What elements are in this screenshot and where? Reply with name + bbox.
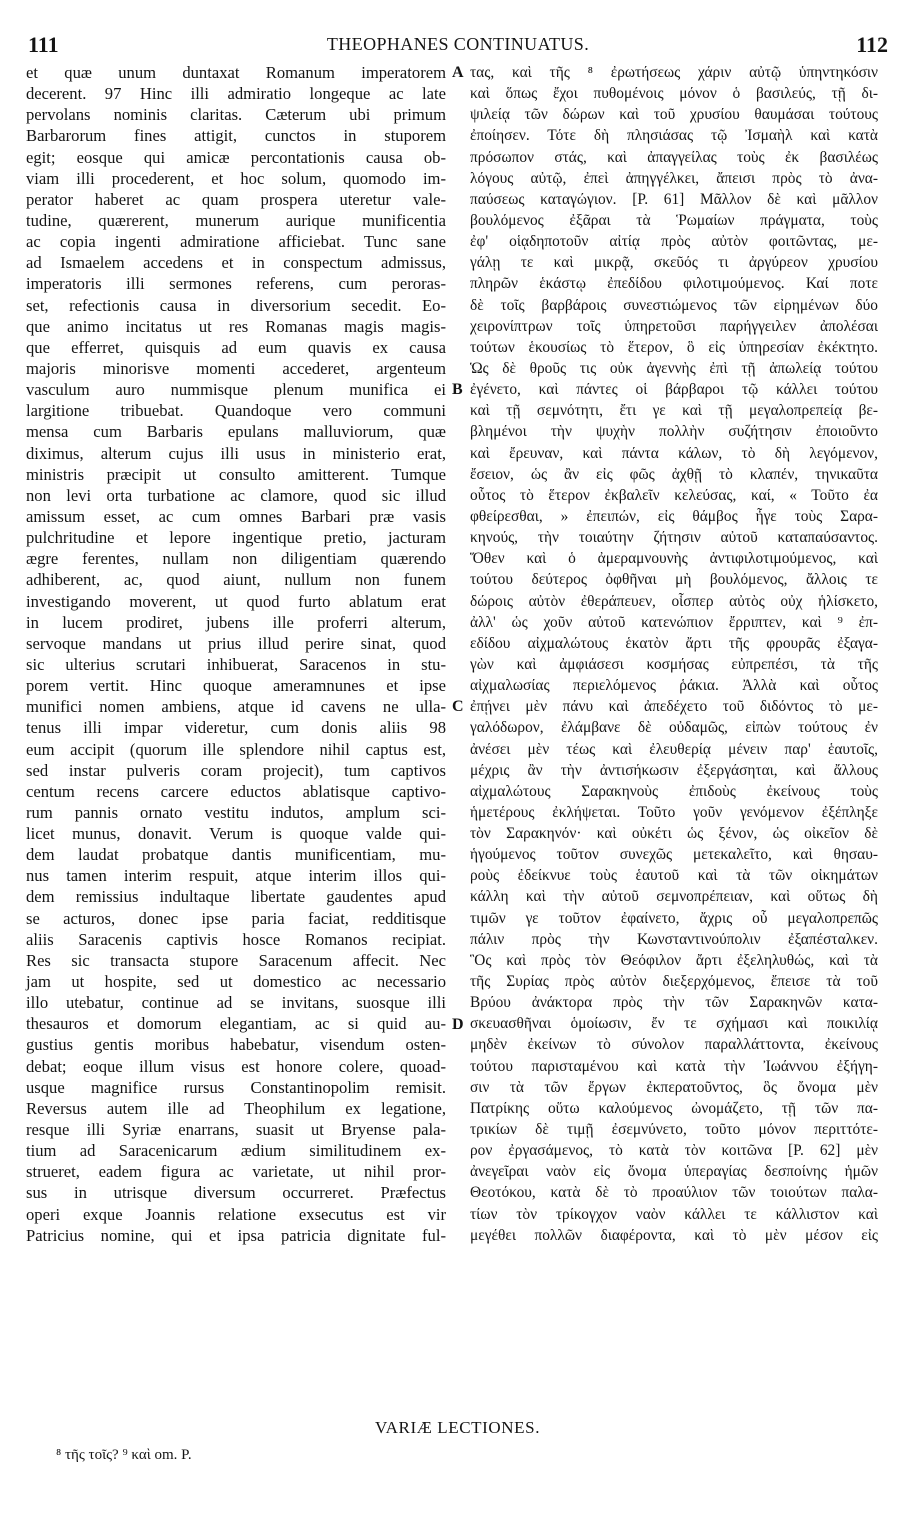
greek-text-line: πρόσωπον στάς, καὶ ἀπαγγείλας τοὺς ἐκ βασιλέως	[470, 148, 878, 166]
greek-text-line: πληρῶν ἑκάστῳ ἐπεδίδου φιλοτιμούμενος. Καί ποτε	[470, 275, 878, 293]
greek-text-line: πάλιν πρὸς τὴν Κωνσταντινούπολιν ἐξαπέσταλκεν.	[470, 930, 878, 948]
greek-text-line: καὶ ἔρευναν, καὶ πάντα κάλων, τὸ δὴ λεγόμενον,	[470, 444, 878, 462]
greek-text-line: μεγέθει πολλῶν διαφέροντα, καὶ τὸ μὲν μέσον εἰς	[470, 1226, 878, 1244]
latin-text-line: set, refectionis causa in diversorium secedit. Eo-	[26, 295, 446, 315]
greek-text-line: τρικίων δὲ τιμῇ ἐσεμνύνετο, τοῦτο μόνον περιττότε-	[470, 1121, 878, 1139]
greek-text-line: τὸν Σαρακηνόν· καὶ οὐκέτι ὡς ξένον, ὡς οἰκεῖον δὲ	[470, 825, 878, 843]
latin-text-line: tium ad Saracenicarum ædium similitudinem ex-	[26, 1141, 446, 1161]
greek-text-line: λόγους αὐτῷ, ἐπεὶ ἀπηγγέλκει, ἄπεισι πρὸς τὸ ἀνα-	[470, 169, 878, 187]
latin-text-line: mensa cum Barbaris epulans malluviorum, quæ	[26, 422, 446, 442]
latin-text-line: pulchritudine et lepore ingentique pretio, jacturam	[26, 528, 446, 548]
greek-text-line: παύσεως καταγώγιον. [P. 61] Μᾶλλον δὲ καὶ μᾶλλον	[470, 190, 878, 208]
latin-text-line: que efferret, quisquis ad eum quavis ex causa	[26, 337, 446, 357]
greek-text-line: σκευασθῆναι ὁμοίωσιν, ἔν τε σχήμασι καὶ ποικιλίᾳ	[470, 1015, 878, 1033]
latin-text-line: sed instar pulveris coram projecit), tum captivos	[26, 760, 446, 780]
latin-text-line: ministris præcipit ut consulto amitterent. Tumque	[26, 464, 446, 484]
page-number-left: 111	[28, 32, 59, 57]
variae-lectiones-heading: VARIÆ LECTIONES.	[374, 1418, 541, 1437]
greek-text-line: ἀνέσει μὲν τέως καὶ ἐλευθερίᾳ μένειν παρ' ἑαυτοῖς,	[470, 740, 878, 758]
greek-text-line: Βρύου ἀνάκτορα πρὸς τὴν τῶν Σαρακηνῶν κατα-	[470, 994, 878, 1012]
greek-text-line: φθείρεσθαι, » ἐπειπών, εἰς θάμβος ἦγε τοὺς Σαρα-	[470, 507, 878, 525]
greek-text-line: γάλῃ τε καὶ μικρᾷ, σκεῦός τι ἀργύρεον χρυσίου	[470, 254, 878, 272]
latin-text-line: nus tamen interim respuit, atque interim illos qui-	[26, 866, 446, 886]
latin-text-line: ad Ismaelem accedens et in conspectum admissus,	[26, 253, 446, 273]
greek-text-line: οὗτος τὸ ἕτερον ἐκβαλεῖν κελεύσας, καί, « Τοῦτο ἐα	[470, 486, 878, 504]
latin-text-line: rum pannis ornato vestitu indutos, amplum sci-	[26, 802, 446, 822]
latin-text-line: Res sic transacta stupore Saracenum affecit. Nec	[26, 950, 446, 970]
running-title: THEOPHANES CONTINUATUS.	[326, 34, 590, 54]
greek-text-line: τούτου δεύτερος ὀφθῆναι μὴ βουλόμενος, ἄλλοις τε	[470, 571, 878, 589]
greek-text-line: καὶ ὅπως ἔχοι πυθομένοις μόνον ὁ βασιλεύς, τῇ δι-	[470, 85, 878, 103]
greek-text-line: ἡγούμενος τοῦτον συνεχῶς μετεκαλεῖτο, καὶ θησαυ-	[470, 846, 878, 864]
latin-text-line: Barbarorum fines attigit, cunctos in stuporem	[26, 126, 446, 146]
greek-text-line: βουλόμενος ἐξᾶραι τὰ Ῥωμαίων πράγματα, τοὺς	[470, 211, 878, 229]
latin-text-line: in lucem prodiret, jubens ille proferri alterum,	[26, 612, 446, 632]
greek-text-line: τούτου παρισταμένου καὶ κατὰ τὴν Ἰωάννου ἐξήγη-	[470, 1057, 878, 1075]
latin-text-line: dem remissius indultaque libertate gaudentes apud	[26, 887, 446, 907]
page-header	[28, 32, 888, 58]
latin-text-line: se acturos, donec ipse paria faciat, redditisque	[26, 908, 446, 928]
latin-text-line: centum recens carcere eductos ablatisque captivo-	[26, 781, 446, 801]
greek-text-line: βλημένοι τὴν ψυχὴν πολλὴν συζήτησιν ἐποιοῦντο	[470, 423, 878, 441]
greek-text-line: εδίδου αἰχμαλώτους ἑκατὸν ἄρτι τῆς φρουρᾶς ἐξαγα-	[470, 634, 878, 652]
latin-text-line: munifici nomen ambiens, atque id cavens ne ulla-	[26, 697, 446, 717]
greek-text-line: ἀνεγεῖραι ναὸν εἰς ὄνομα ὑπεραγίας δεσποίνης ἡμῶν	[470, 1163, 878, 1181]
greek-text-line: ἀλλ' ὡς χοῦν αὐτοῦ κατενώπιον ἔρριπτεν, καὶ ⁹ ἐπ-	[470, 613, 878, 631]
greek-text-line: ροὺς ἐδείκνυε τοὺς ἑαυτοῦ καὶ τὰ τῶν οἰκημάτων	[470, 867, 878, 885]
page-number-right: 112	[856, 32, 888, 57]
greek-text-line: Πατρίκης οὕτω καλούμενος ὠνομάζετο, τῇ τῶν πα-	[470, 1099, 878, 1117]
latin-text-line: Reversus autem ille ad Theophilum ex legatione,	[26, 1098, 446, 1118]
greek-text-line: τιμῶν γε τοῦτον ἐφαίνετο, ἄχρις οὗ μεγαλοπρεπῶς	[470, 909, 878, 927]
greek-text-line: μηδὲν ἐκείνων τὸ σύνολον παραλλάττοντα, ἐκείνους	[470, 1036, 878, 1054]
section-marker-c: C	[452, 698, 464, 715]
greek-text-line: Ὡς δὲ θροῦς τις οὐκ ἀγεννὴς ἐπὶ τῇ ἀπωλείᾳ τούτου	[470, 359, 878, 377]
latin-text-line: que animo incitatus ut res Romanas magis magis-	[26, 316, 446, 336]
latin-text-line: non levi orta turbatione ac clamore, quod sic illud	[26, 485, 446, 505]
latin-text-line: porem vertit. Hinc quoque ameramnunes et ipse	[26, 676, 446, 696]
latin-text-line: dem laudat probatque dantis munificentiam, mu-	[26, 845, 446, 865]
latin-text-line: gustius gentis moribus habebatur, visendum osten-	[26, 1035, 446, 1055]
greek-text-line: Ὅθεν καὶ ὁ ἀμεραμνουνὴς ἀντιφιλοτιμούμενος, καὶ	[470, 550, 878, 568]
greek-text-line: δὲ τοῖς βαρβάροις συνεστιώμενος τῶν εἰρημένων δύο	[470, 296, 878, 314]
latin-text-line: usque magnifice rursus Constantinopolim remisit.	[26, 1077, 446, 1097]
latin-text-line: illo utebatur, continue ad se invitans, suosque illi	[26, 993, 446, 1013]
latin-text-line: sus in utrisque diversum occurreret. Præfectus	[26, 1183, 446, 1203]
latin-text-line: viam illi procederent, et hoc solum, quomodo im-	[26, 168, 446, 188]
greek-text-line: γαλόδωρον, ἐλάμβανε δὲ οὐδαμῶς, εἰπὼν τούτους ἐν	[470, 719, 878, 737]
greek-text-line: χειρονίπτρων τοῖς ὑπηρετοῦσι παρήγγειλεν ἀπολέσαι	[470, 317, 878, 335]
greek-text-line: αἰχμαλωσίας περιελόμενος ῥάκια. Ἀλλὰ καὶ οὗτος	[470, 677, 878, 695]
latin-text-line: tudine, quærerent, munerum aurique munificentia	[26, 210, 446, 230]
section-marker-b: B	[452, 381, 463, 398]
greek-text-line: ἐφ' οἱᾳδηποτοῦν αἰτίᾳ πρὸς αὐτὸν φοιτῶντας, με-	[470, 233, 878, 251]
latin-text-line: jam ut hospite, sed ut domestico ac necessario	[26, 972, 446, 992]
section-marker-a: A	[452, 64, 464, 81]
greek-text-line: αἰχμαλώτους Σαρακηνοὺς ἐπιδοὺς ἐκείνους τοὺς	[470, 782, 878, 800]
latin-text-line: majoris minorisve momenti accederet, argenteum	[26, 358, 446, 378]
greek-column	[470, 62, 878, 1246]
latin-text-line: aliis Saracenis captivis hosce Romanos recipiat.	[26, 929, 446, 949]
latin-text-line: diximus, alterum cujus illi usus in ministerio erat,	[26, 443, 446, 463]
greek-text-line: κάλλη καὶ τὴν αὐτοῦ σεμνοπρέπειαν, καὶ οὕτως δὴ	[470, 888, 878, 906]
latin-text-line: vasculum auro nummisque plenum munifica ei	[26, 380, 446, 400]
latin-text-line: et quæ unum duntaxat Romanum imperatorem	[26, 63, 446, 82]
latin-text-line: decerent. 97 Hinc illi admiratio longeque ac late	[26, 84, 446, 104]
latin-text-line: tenus illi impar videretur, cum donis aliis 98	[26, 718, 446, 738]
greek-text-line: ἐποίησεν. Τότε δὴ πλησιάσας τῷ Ἰσμαὴλ καὶ κατὰ	[470, 127, 878, 145]
greek-text-line: τίων τὸν τρίκογχον ναὸν κάλλει τε κάλλιστον καὶ	[470, 1205, 878, 1223]
latin-text-line: sic ulterius scrutari inhibuerat, Saracenos in stu-	[26, 654, 446, 674]
latin-text-line: operi exque Joannis relatione exsecutus est vir	[26, 1204, 446, 1224]
section-marker-d: D	[452, 1016, 464, 1033]
greek-text-line: γὼν καὶ ἀμφιάσεσι κοσμήσας εὐπρεπέσι, τὰ τῆς	[470, 655, 878, 673]
latin-text-line: strueret, eadem figura ac varietate, ut nihil pror-	[26, 1162, 446, 1182]
greek-text-line: ἐπῄνει μὲν πάνυ καὶ ἀπεδέχετο τοῦ διδόντος τὸ με-	[470, 698, 878, 716]
greek-text-line: τούτων ἑκουσίως τὸ ἕτερον, ὃ εἰς ὑπηρεσίαν ἐκέκτητο.	[470, 338, 878, 356]
greek-text-line: καὶ τῇ σεμνότητι, ἔτι γε καὶ τῇ μεγαλοπρεπείᾳ βε-	[470, 402, 878, 420]
latin-text-line: egit; eosque qui amicæ percontationis causa ob-	[26, 147, 446, 167]
latin-text-line: amissum esset, ac cum omnes Barbari præ vasis	[26, 506, 446, 526]
latin-text-line: eum accipit (quorum ille splendore nihil captus est,	[26, 739, 446, 759]
greek-text-line: σιν τὰ τῶν ἔργων ἐκπερατοῦντος, ὃς ὄνομα μὲν	[470, 1078, 878, 1096]
latin-text-line: adhiberent, ac, quod aiunt, nullum non funem	[26, 570, 446, 590]
latin-text-line: licet munus, donavit. Verum is quoque valde qui-	[26, 824, 446, 844]
latin-text-line: investigando moverent, ut quod furto ablatum erat	[26, 591, 446, 611]
greek-text-line: ἡμετέρους ἐκλήψεται. Τοῦτο γοῦν γενόμενον ἐξέπληξε	[470, 803, 878, 821]
greek-text-line: τας, καὶ τῆς ⁸ ἐρωτήσεως χάριν αὐτῷ ὑπηντηκόσιν	[470, 64, 878, 81]
greek-text-line: μέχρις ἂν τὴν ἀντισήκωσιν ἐξεργάσηται, καὶ ἄλλους	[470, 761, 878, 779]
latin-text-line: imperatoris illi sermones referens, cum peroras-	[26, 274, 446, 294]
latin-text-line: ac copia ingenti admiratione afficiebat. Tunc sane	[26, 232, 446, 252]
greek-text-line: κηνούς, τὴν τοιαύτην ζήτησιν αὐτοῦ καταπαύσαντος.	[470, 529, 878, 547]
greek-text-line: ρον ἐργασάμενος, τὸ κατὰ τὸν κοιτῶνα [P. 62] μὲν	[470, 1142, 878, 1160]
latin-text-line: debat; eoque illum visus est honore colere, quoad-	[26, 1056, 446, 1076]
latin-text-line: resque illi Syriæ enarrans, suasit ut Bryense pala-	[26, 1120, 446, 1140]
latin-text-line: servoque mandans ut prius illud perire sinat, quod	[26, 633, 446, 653]
latin-text-line: perator haberet ac quam prospera uteretur vale-	[26, 189, 446, 209]
greek-text-line: Θεοτόκου, κατὰ δὲ τὸ προαύλιον τῶν τοιούτων παλα-	[470, 1184, 878, 1202]
latin-text-line: Patricius nomine, qui et ipsa patricia dignitate ful-	[26, 1225, 446, 1245]
greek-text-line: ἔσειον, ὡς ἂν εἰς φῶς ἀχθῇ τὸ κλαπέν, τηνικαῦτα	[470, 465, 878, 483]
latin-text-line: thesauros et domorum elegantiam, ac si quid au-	[26, 1014, 446, 1034]
latin-column	[26, 62, 446, 1246]
greek-text-line: ψιλείᾳ τῶν δώρων καὶ τοῦ χρυσίου θαυμάσαι τούτους	[470, 106, 878, 124]
latin-text-line: pervolans nominis claritas. Cæterum ubi primum	[26, 105, 446, 125]
greek-text-line: Ὃς καὶ πρὸς τὸν Θεόφιλον ἄρτι ἐξεληλυθώς, καὶ τὰ	[470, 951, 878, 969]
greek-text-line: τῆς Συρίας πρὸς αὐτὸν διεξερχόμενος, ἔπεισε τὰ τοῦ	[470, 973, 878, 991]
greek-text-line: ἐγένετο, καὶ πάντες οἱ βάρβαροι τῷ κάλλει τούτου	[470, 381, 878, 399]
greek-text-line: δώροις αὐτὸν ἐθεράπευεν, οἷσπερ αὐτὸς οὐχ ἡλίσκετο,	[470, 592, 878, 610]
latin-text-line: largitione tribuebat. Quandoque vero communi	[26, 401, 446, 421]
latin-text-line: ægre ferentes, nullam non diligentiam quærendo	[26, 549, 446, 569]
variant-notes: ⁸ τῆς τοῖς? ⁹ καὶ om. P.	[56, 1447, 192, 1463]
